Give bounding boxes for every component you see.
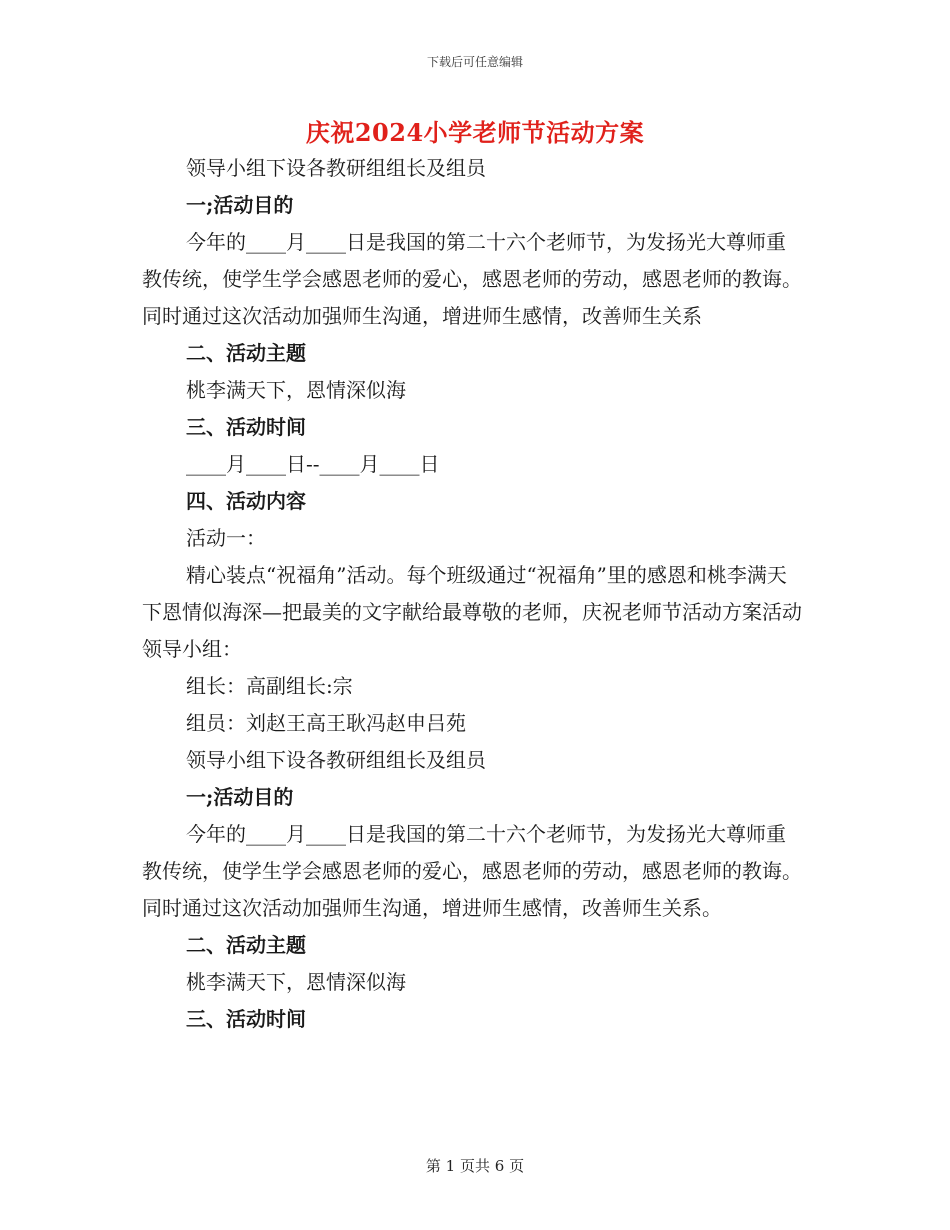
paragraph-leadership-note-1: 领导小组下设各教研组组长及组员 bbox=[186, 156, 486, 180]
heading-purpose-2: 一;活动目的 bbox=[186, 785, 294, 809]
page-footer: 第 1 页共 6 页 bbox=[425, 1157, 525, 1175]
heading-purpose-1: 一;活动目的 bbox=[186, 193, 294, 217]
document-body bbox=[142, 150, 802, 1038]
page-header: 下载后可任意编辑 bbox=[426, 55, 523, 69]
paragraph-theme-1: 桃李满天下，恩情深似海 bbox=[186, 378, 406, 402]
heading-theme-2: 二、活动主题 bbox=[186, 933, 306, 957]
paragraph-leadership-note-2: 领导小组下设各教研组组长及组员 bbox=[186, 748, 486, 772]
heading-time-1: 三、活动时间 bbox=[186, 415, 306, 439]
heading-time-2: 三、活动时间 bbox=[186, 1007, 306, 1031]
paragraph-time-1: ____月____日--____月____日 bbox=[186, 452, 440, 476]
heading-theme-1: 二、活动主题 bbox=[186, 341, 306, 365]
paragraph-theme-2: 桃李满天下，恩情深似海 bbox=[186, 970, 406, 994]
paragraph-purpose-1: 今年的____月____日是我国的第二十六个老师节，为发扬光大尊师重教传统，使学生学会感恩老师的爱心，感恩老师的劳动，感恩老师的教诲。同时通过这次活动加强师生沟通，增进师生感情，改善师生关系 bbox=[142, 230, 802, 328]
paragraph-blessing-corner: 精心装点“祝福角”活动。每个班级通过“祝福角”里的感恩和桃李满天下恩情似海深—把最美的文字献给最尊敬的老师，庆祝老师节活动方案活动领导小组： bbox=[142, 563, 802, 661]
paragraph-group-leader: 组长：高副组长:宗 bbox=[186, 674, 353, 698]
paragraph-purpose-2: 今年的____月____日是我国的第二十六个老师节，为发扬光大尊师重教传统，使学生学会感恩老师的爱心，感恩老师的劳动，感恩老师的教诲。同时通过这次活动加强师生沟通，增进师生感情，改善师生关系。 bbox=[142, 822, 802, 920]
paragraph-activity-one: 活动一： bbox=[186, 526, 266, 550]
heading-content: 四、活动内容 bbox=[186, 489, 306, 513]
paragraph-group-members: 组员：刘赵王高王耿冯赵申吕苑 bbox=[186, 711, 466, 735]
document-title: 庆祝2024小学老师节活动方案 bbox=[305, 118, 645, 147]
